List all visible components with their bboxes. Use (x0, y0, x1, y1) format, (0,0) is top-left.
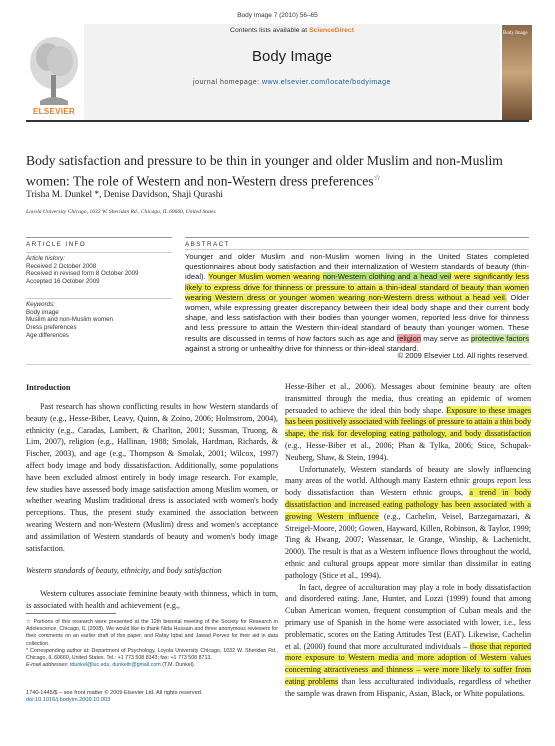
article-info-heading: ARTICLE INFO (26, 241, 87, 248)
footnote-rule (26, 613, 116, 614)
history-label: Article history: (26, 255, 65, 262)
email-link[interactable]: tdunkel@luc.edu, dunkeltr@gmail.com (69, 662, 161, 669)
body-text: Unfortunately, Western standards of beauty are slowly influencing many areas of the world. Although many Eastern ethnic groups report less body dissatisfaction than Western ethnic groups, (285, 464, 531, 498)
abstract-sentence: Older women, while expressing greater discrepancy between their ideal body shape and their current body shape, and less satisfaction with their bodies than younger women, reported less drive for thinness and less pressure to attain the Western thin-ideal standard of beauty than younger women. These results are discussed in terms of how factors such as age and (185, 292, 530, 343)
body-text: In fact, degree of acculturation may play a role in body dissatisfaction and disordered eating. Jane, Hunter, and Lozzi (1999) found that among Cuban American women, frequent consumption of Cuban meals and the primary use of Spanish in the home were associated with lower, i.e., less problematic, scores on the Eating Attitudes Test (EAT). Likewise, Cachelin et al. (2000) found that more acculturated individuals – (285, 582, 531, 651)
keyword-item: Body image (26, 308, 59, 316)
received-date: Received 2 October 2008 (26, 262, 97, 270)
article-title-text: Body satisfaction and pressure to be thin in younger and older Muslim and non-Muslim women: The role of Western and non-Western dress preferences (26, 153, 503, 189)
footnote-email (26, 662, 278, 669)
abstract-sentence: against a strong or unhealthy drive for thinness or thin-ideal standard. (185, 343, 419, 353)
introduction-heading: Introduction (26, 383, 71, 392)
issn-line: 1740-1445/$ – see front matter © 2009 Elsevier Ltd. All rights reserved. (26, 690, 203, 696)
author-list: Trisha M. Dunkel *, Denise Davidson, Shaji Qurashi (26, 190, 223, 200)
homepage-link[interactable]: www.elsevier.com/locate/bodyimage (261, 79, 391, 86)
abstract-highlight-green: non-Western clothing and a head veil (322, 272, 452, 282)
body-paragraph (285, 381, 531, 464)
elsevier-wordmark: ELSEVIER (33, 107, 75, 116)
keywords-block (26, 301, 172, 340)
affiliation: Loyola University Chicago, 1032 W. Sheridan Rd., Chicago, IL 60660, United States (26, 209, 216, 215)
article-info-subrule (26, 252, 172, 253)
revised-date: Received in revised form 8 October 2009 (26, 270, 139, 278)
abstract-sentence: Younger and older Muslim and non-Muslim women living in the United States completed questionnaires about body satisfaction and their internalization of Western standards of beauty (thin-ideal). (185, 252, 529, 282)
journal-reference: Body Image 7 (2010) 56–65 (237, 12, 318, 19)
keyword-item: Muslim and non-Muslim women (26, 316, 113, 324)
cover-title: Body Image (503, 31, 528, 36)
bottom-reference (26, 690, 278, 705)
keywords-label: Keywords: (26, 301, 55, 308)
footnote-acknowledgement: ☆ Portions of this research were presented at the 12th biennial meeting of the Society for Research in Adolescence, Chicago, IL (2008). We would like to thank Nida Hussain and three anonymous reviewers for their comments on an earlier draft of this paper, and Rafay Iqbal and Jawad Pervez for their aid in data collection. (26, 619, 278, 647)
masthead-rule (26, 120, 529, 122)
left-column (26, 401, 278, 612)
abstract-heading: ABSTRACT (185, 241, 230, 248)
elsevier-tree-icon (26, 25, 82, 120)
abstract-highlight-red: religion (396, 333, 422, 343)
copyright-line: © 2009 Elsevier Ltd. All rights reserved. (397, 351, 529, 360)
email-label: E-mail addresses: (26, 662, 70, 669)
contents-prefix: Contents lists available at (230, 27, 309, 34)
article-title (26, 152, 531, 190)
body-text: than less acculturated individuals, regardless of whether the sample was drawn from Hispanic, Asian, Black, or White populations. (285, 676, 532, 698)
intro-paragraph: Western cultures associate feminine beauty with thinness, which in turn, is associated with health and achievement (e.g., (26, 589, 278, 610)
intro-paragraph: Past research has shown conflicting results in how Western standards of beauty (e.g., Hesse-Biber, Leavy, Quinn, & Zoino, 2006; Holmstrom, 2004), ethnicity (e.g., Caradas, Lambert, & Charlton, 2001; Sussman, Truong, & Lim, 2007), religion (e.g., Hallinan, 1988; Smolak, Hardman, Richards, & Fischer, 2003), and age (e.g., Thompson & Smolak, 2001; Wilcox, 1997) affect body image and body dissatisfaction. Additionally, some populations have been excluded almost entirely in body image research. For example, few studies have assessed body image satisfaction among Muslim women, or whether wearing Muslim traditional dress is associated with women's body perceptions. Thus, the present study examined the association between wearing Western and non-Western (Muslim) dress and women's acceptance and assimilation of Western standards of beauty and women's body image satisfaction. (26, 402, 278, 553)
abstract-highlight: were significantly less likely to express drive for thinness or pressure to attain a thin-ideal standard of beauty than women wearing Western dress or younger women wearing non-Western dress without a head veil. (185, 272, 530, 302)
journal-title: Body Image (251, 48, 333, 65)
abstract-highlight: Younger Muslim women wearing (208, 272, 323, 282)
abstract-highlight-green: protective factors (471, 333, 530, 343)
homepage-prefix: journal homepage: (193, 79, 262, 86)
elsevier-logo (26, 25, 82, 120)
body-highlight: Exposure to these images has been positively associated with feelings of pressure to attain a thin body shape, the risk for developing eating pathology, and body dissatisfaction (285, 405, 531, 439)
footnotes (26, 619, 278, 669)
sciencedirect-link[interactable]: ScienceDirect (309, 27, 354, 34)
email-suffix: (T.M. Dunkel). (160, 662, 196, 669)
abstract-subrule (185, 249, 529, 250)
body-paragraph (285, 582, 531, 700)
body-highlight: those that reported more exposure to Western media and more adoption of Western values concerning attractiveness and thinness – were more likely to suffer from eating problems (285, 641, 531, 686)
title-footnote-mark: ☆ (373, 173, 381, 182)
accepted-date: Accepted 16 October 2009 (26, 278, 100, 286)
journal-homepage (84, 79, 500, 86)
abstract-bottom-rule (26, 364, 531, 365)
keywords-rule (26, 298, 172, 299)
subsection-heading: Western standards of beauty, ethnicity, and body satisfaction (26, 566, 222, 576)
keyword-item: Age differences (26, 331, 69, 339)
body-text: (e.g., Cachelin, Veisel, Barzegarnazari, & Streigel-Moore, 2000; Gowen, Hayward, Killen, Robinson, & Taylor, 1999; Ting & Hwang, 2007; Wassenaar, le Grange, Winship, & Lachenicht, 2000). The result is that as a Western influence flows throughout the world, ethnic and cultural groups appear more similar than dissimilar in eating pathology (Stice et al., 1994). (285, 511, 531, 580)
body-highlight: a trend in body dissatisfaction and increased eating pathology has been associated with a growing Western influence (285, 488, 531, 521)
article-info-rule (26, 237, 172, 238)
article-history (26, 255, 172, 286)
right-column (285, 381, 531, 700)
doi-link[interactable]: doi:10.1016/j.bodyim.2009.10.003 (26, 697, 111, 704)
abstract-rule (185, 237, 529, 238)
body-paragraph (285, 464, 531, 582)
contents-line (84, 27, 500, 34)
abstract-text (185, 252, 529, 354)
journal-cover-image (502, 25, 532, 120)
body-text: Hesse-Biber et al., 2006). Messages about feminine beauty are often transmitted through the media, thus creating an epidemic of women persuaded to achieve the ideal thin body shape. (285, 382, 531, 415)
keyword-item: Dress preferences (26, 324, 77, 332)
footnote-corresponding-author: * Corresponding author at: Department of Psychology, Loyola University Chicago, 1032 W. Sheridan Rd., Chicago, IL 60660, United States. Tel.: +1 773 508 8343; fax: +1 773 508 8713. (26, 647, 278, 662)
body-text: (e.g., Hesse-Biber et al., 2006; Phan & Tylka, 2006; Stice, Schupak-Neuberg, Shaw, & Stein, 1994). (285, 440, 531, 462)
abstract-sentence: may serve as (421, 333, 472, 343)
journal-masthead (84, 24, 500, 120)
